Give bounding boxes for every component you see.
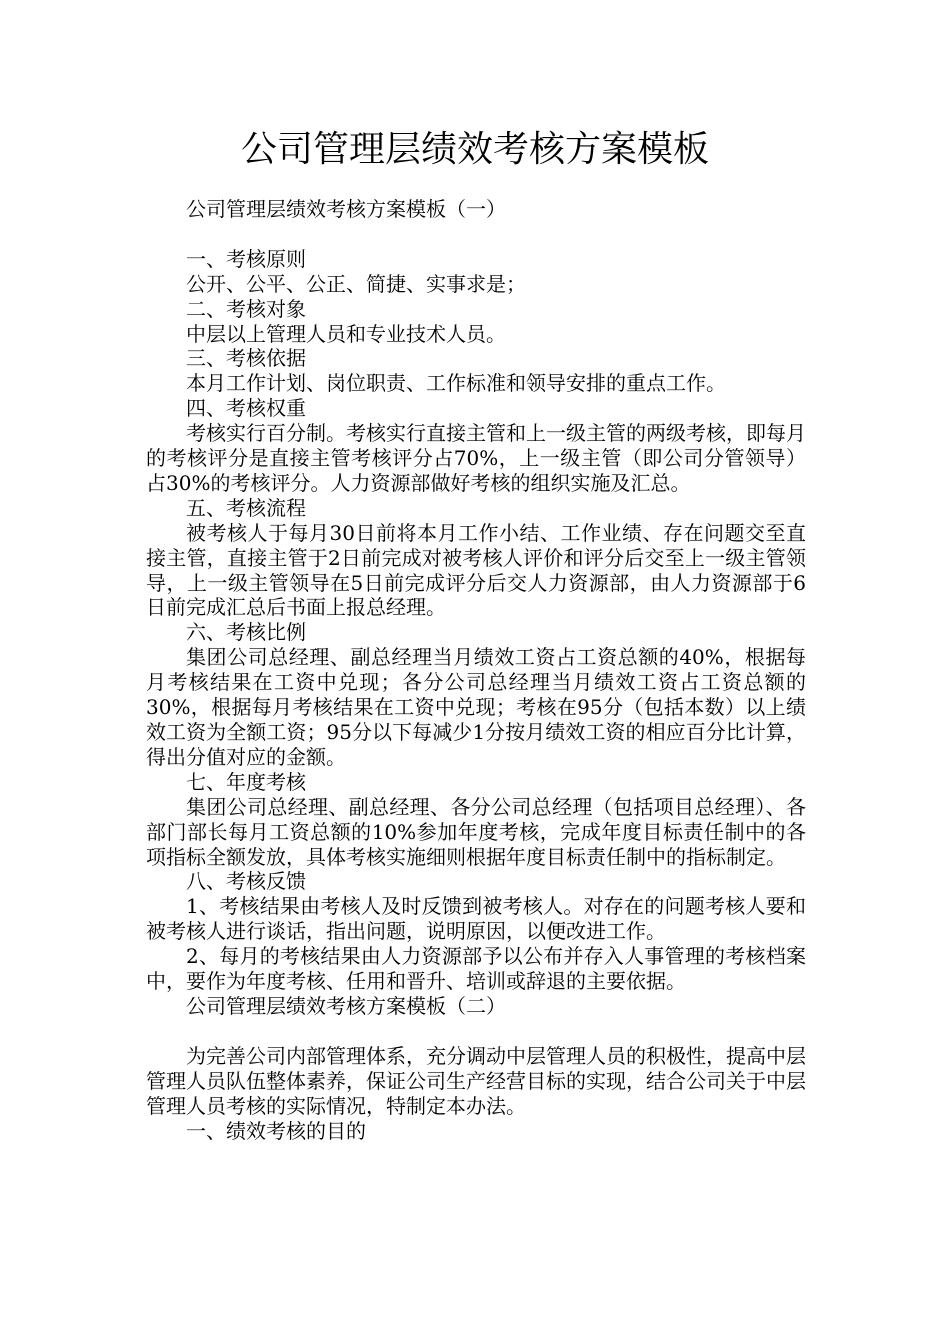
paragraph: 被考核人于每月30日前将本月工作小结、工作业绩、存在问题交至直接主管，直接主管于2日前完成对被考核人评价和评分后交至上一级主管领导，上一级主管领导在5日前完成评分后交人力资源部，由人力资源部于6日前完成汇总后书面上报总经理。	[146, 520, 806, 620]
section-heading: 二、考核对象	[186, 296, 306, 321]
paragraph: 中层以上管理人员和专业技术人员。	[186, 321, 506, 346]
section-heading: 四、考核权重	[186, 396, 306, 421]
section-heading: 七、年度考核	[186, 769, 306, 794]
paragraph: 集团公司总经理、副总经理当月绩效工资占工资总额的40%，根据每月考核结果在工资中兑现；各分公司总经理当月绩效工资占工资总额的30%，根据每月考核结果在工资中兑现；考核在95分（包括本数）以上绩效工资为全额工资；95分以下每减少1分按月绩效工资的相应百分比计算，得出分值对应的金额。	[146, 645, 806, 769]
document-body	[146, 197, 806, 1143]
section-heading: 三、考核依据	[186, 346, 306, 371]
blank-line	[146, 1019, 806, 1044]
paragraph: 公开、公平、公正、简捷、实事求是；	[186, 271, 526, 296]
section-heading: 八、考核反馈	[186, 869, 306, 894]
paragraph: 本月工作计划、岗位职责、工作标准和领导安排的重点工作。	[186, 371, 726, 396]
paragraph: 集团公司总经理、副总经理、各分公司总经理（包括项目总经理）、各部门部长每月工资总额的10%参加年度考核，完成年度目标责任制中的各项指标全额发放，具体考核实施细则根据年度目标责任制中的指标制定。	[146, 794, 806, 869]
subtitle-template-one: 公司管理层绩效考核方案模板（一）	[186, 197, 506, 221]
section-heading: 五、考核流程	[186, 495, 306, 520]
section-heading: 一、考核原则	[186, 246, 306, 271]
blank-line	[146, 222, 806, 247]
section-heading: 一、绩效考核的目的	[186, 1118, 366, 1143]
paragraph: 1、考核结果由考核人及时反馈到被考核人。对存在的问题考核人要和被考核人进行谈话，指出问题，说明原因，以便改进工作。	[146, 894, 806, 944]
paragraph: 考核实行百分制。考核实行直接主管和上一级主管的两级考核，即每月的考核评分是直接主管考核评分占70%，上一级主管（即公司分管领导）占30%的考核评分。人力资源部做好考核的组织实施及汇总。	[146, 421, 806, 495]
paragraph: 2、每月的考核结果由人力资源部予以公布并存入人事管理的考核档案中，要作为年度考核、任用和晋升、培训或辞退的主要依据。	[146, 944, 806, 994]
subtitle-template-two: 公司管理层绩效考核方案模板（二）	[186, 993, 506, 1018]
paragraph: 为完善公司内部管理体系，充分调动中层管理人员的积极性，提高中层管理人员队伍整体素养，保证公司生产经营目标的实现，结合公司关于中层管理人员考核的实际情况，特制定本办法。	[146, 1043, 806, 1118]
section-heading: 六、考核比例	[186, 620, 306, 645]
document-title: 公司管理层绩效考核方案模板	[240, 129, 709, 170]
